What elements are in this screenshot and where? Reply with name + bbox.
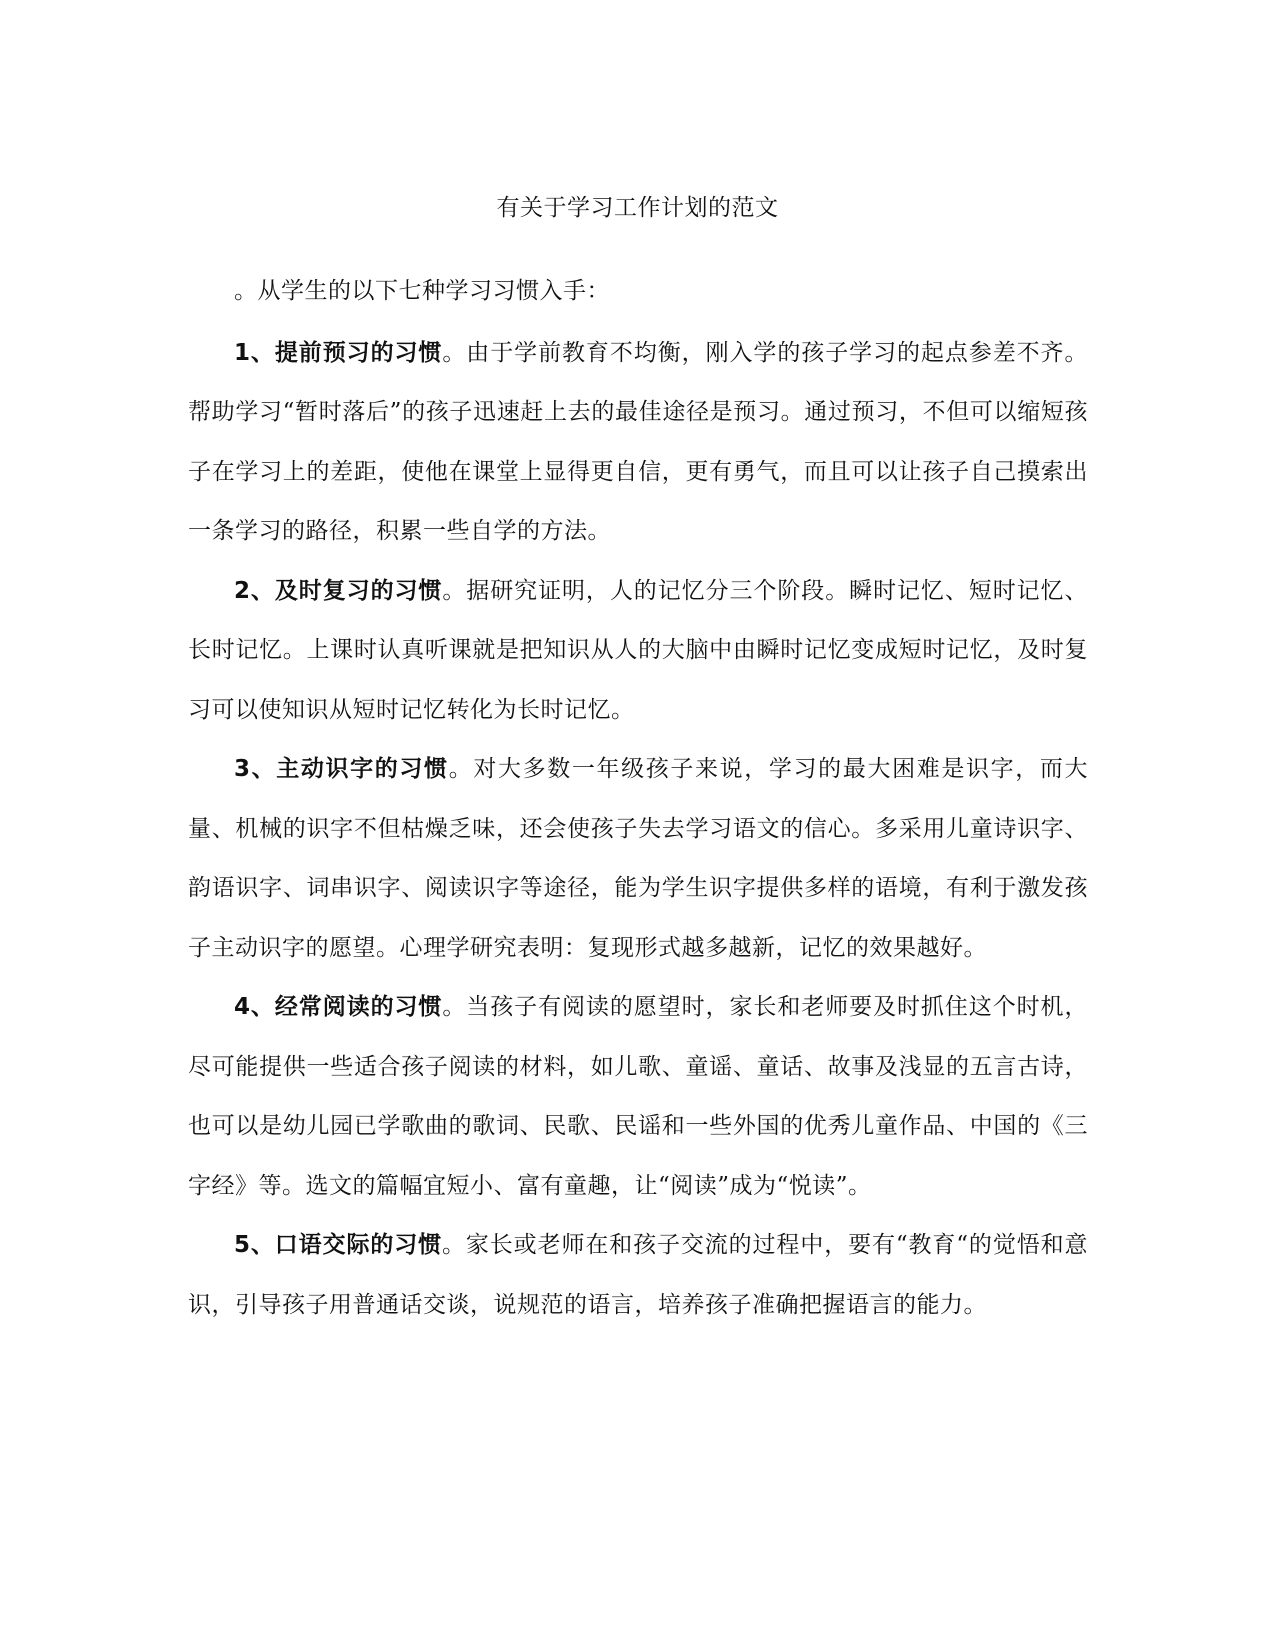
section-paragraph-2 (188, 562, 1088, 741)
section-heading-5: 5、口语交际的习惯 (234, 1232, 442, 1258)
section-heading-2: 2、及时复习的习惯 (234, 577, 443, 604)
section-text-3: 。对大多数一年级孩子来说，学习的最大困难是识字，而大量、机械的识字不但枯燥乏味，还会使孩子失去学习语文的信心。多采用儿童诗识字、韵语识字、词串识字、阅读识字等途径，能为学生识字提供多样的语境，有利于激发孩子主动识字的愿望。心理学研究表明：复现形式越多越新，记忆的效果越好。 (188, 756, 1089, 961)
document-body (188, 262, 1088, 1335)
section-text-5: 。家长或老师在和孩子交流的过程中，要有“教育“的觉悟和意识，引导孩子用普通话交谈，说规范的语言，培养孩子准确把握语言的能力。 (188, 1232, 1088, 1318)
intro-paragraph: 。从学生的以下七种学习习惯入手： (234, 278, 610, 304)
document-title: 有关于学习工作计划的范文 (496, 195, 779, 221)
section-heading-1: 1、提前预习的习惯 (234, 339, 443, 366)
section-paragraph-3 (188, 740, 1088, 978)
section-heading-3: 3、主动识字的习惯 (234, 756, 449, 782)
section-paragraph-1 (188, 324, 1088, 562)
section-text-2: 。据研究证明，人的记忆分三个阶段。瞬时记忆、短时记忆、长时记忆。上课时认真听课就是把知识从人的大脑中由瞬时记忆变成短时记忆，及时复习可以使知识从短时记忆转化为长时记忆。 (188, 577, 1088, 723)
section-text-4: 。当孩子有阅读的愿望时，家长和老师要及时抓住这个时机，尽可能提供一些适合孩子阅读的材料，如儿歌、童谣、童话、故事及浅显的五言古诗，也可以是幼儿园已学歌曲的歌词、民歌、民谣和一些外国的优秀儿童作品、中国的《三字经》等。选文的篇幅宜短小、富有童趣，让“阅读”成为“悦读”。 (188, 994, 1088, 1199)
section-paragraph-4 (188, 978, 1088, 1216)
section-text-1: 。由于学前教育不均衡，刚入学的孩子学习的起点参差不齐。帮助学习“暂时落后”的孩子迅速赶上去的最佳途径是预习。通过预习，不但可以缩短孩子在学习上的差距，使他在课堂上显得更自信，更有勇气，而且可以让孩子自己摸索出一条学习的路径，积累一些自学的方法。 (188, 339, 1088, 544)
section-heading-4: 4、经常阅读的习惯 (234, 994, 443, 1020)
section-paragraph-5 (188, 1216, 1088, 1335)
